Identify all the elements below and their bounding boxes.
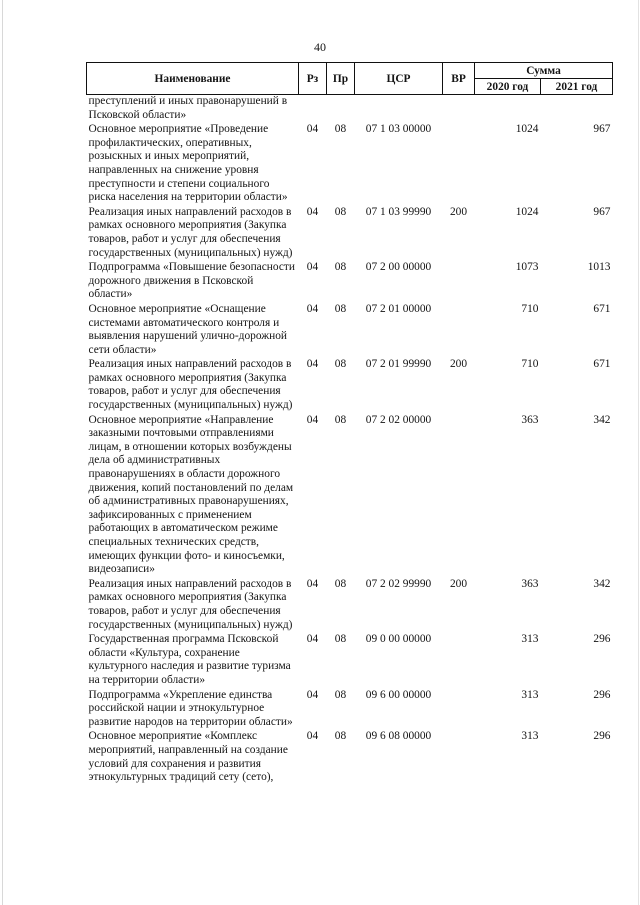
row-name: Основное мероприятие «Оснащение системами автоматического контроля и выявления нарушений улично-дорожной сети области» <box>88 302 288 356</box>
row-pr: 08 <box>334 261 347 274</box>
row-pr: 08 <box>334 730 347 743</box>
header-rz: Рз <box>299 63 327 95</box>
row-2020: 313 <box>521 688 539 701</box>
row-csr: 07 1 03 00000 <box>365 123 432 136</box>
row-2020: 1024 <box>515 205 539 218</box>
row-rz: 04 <box>306 688 319 701</box>
row-csr: 07 2 02 99990 <box>365 577 432 590</box>
table-body <box>87 95 613 786</box>
table-row <box>87 414 613 578</box>
row-2021 <box>541 95 613 124</box>
row-2021: 671 <box>593 358 611 371</box>
row-2021: 296 <box>593 688 611 701</box>
row-csr: 09 6 08 00000 <box>365 730 432 743</box>
table-header <box>87 63 613 95</box>
header-pr: Пр <box>327 63 355 95</box>
row-2021: 967 <box>593 205 611 218</box>
row-vr <box>443 303 475 358</box>
row-vr <box>443 689 475 731</box>
row-rz: 04 <box>306 261 319 274</box>
row-rz: 04 <box>306 302 319 315</box>
row-name: Реализация иных направлений расходов в рамках основного мероприятия (Закупка товаров, работ и услуг для обеспечения государственных (муниципальных) нужд) <box>88 358 293 412</box>
header-2021: 2021 год <box>541 79 613 95</box>
row-rz <box>299 95 327 124</box>
row-vr <box>443 730 475 785</box>
page-number: 40 <box>314 40 326 54</box>
row-rz: 04 <box>306 358 319 371</box>
row-2021: 1013 <box>587 261 611 274</box>
header-csr: ЦСР <box>355 63 443 95</box>
header-name: Наименование <box>87 63 299 95</box>
row-pr: 08 <box>334 302 347 315</box>
row-name: Подпрограмма «Повышение безопасности дорожного движения в Псковской области» <box>88 261 295 301</box>
header-2020: 2020 год <box>475 79 541 95</box>
row-vr <box>443 414 475 578</box>
row-2020: 313 <box>521 730 539 743</box>
table-row <box>87 730 613 785</box>
row-pr: 08 <box>334 413 347 426</box>
row-vr: 200 <box>449 205 468 218</box>
row-name: Основное мероприятие «Направление заказными почтовыми отправлениями лицам, в отношении которых возбуждены дела об административных правонарушениях в области дорожного движения, копий постановлений по делам об административных правонарушениях, зафиксированных с применением работающих в автоматическом режиме специальных технических средств, имеющих функции фото- и киносъемки, видеозаписи» <box>88 413 294 576</box>
row-rz: 04 <box>306 123 319 136</box>
row-2021: 967 <box>593 123 611 136</box>
row-vr: 200 <box>449 358 468 371</box>
table-row <box>87 633 613 688</box>
row-name: Государственная программа Псковской области «Культура, сохранение культурного наследия и развитие туризма на территории области» <box>88 633 291 686</box>
table-row <box>87 303 613 358</box>
row-2020: 1024 <box>515 123 539 136</box>
table-row <box>87 95 613 124</box>
row-vr <box>443 95 475 124</box>
row-vr <box>443 123 475 206</box>
row-csr: 07 1 03 99990 <box>365 205 432 218</box>
row-csr: 09 0 00 00000 <box>365 633 432 646</box>
scan-edge-left <box>2 0 3 905</box>
header-sum: Сумма <box>475 63 613 79</box>
table-row <box>87 261 613 303</box>
row-2020: 363 <box>521 413 539 426</box>
row-2020: 363 <box>521 577 539 590</box>
row-rz: 04 <box>306 730 319 743</box>
row-pr: 08 <box>334 123 347 136</box>
row-rz: 04 <box>306 205 319 218</box>
row-vr: 200 <box>449 577 468 590</box>
row-name: Подпрограмма «Укрепление единства российской нации и этнокультурное развитие народов на территории области» <box>88 688 293 728</box>
row-name: Основное мероприятие «Комплекс мероприятий, направленный на создание условий для сохранения и развития этнокультурных традиций сету (сето), <box>88 730 288 784</box>
row-2020 <box>475 95 541 124</box>
row-rz: 04 <box>306 413 319 426</box>
row-rz: 04 <box>306 633 319 646</box>
row-2021: 342 <box>593 577 611 590</box>
row-csr: 09 6 00 00000 <box>365 688 432 701</box>
row-2020: 313 <box>521 633 539 646</box>
table-row <box>87 206 613 261</box>
row-name: Основное мероприятие «Проведение профилактических, оперативных, розыскных и иных мероприятий, направленных на снижение уровня преступности и степени социального риска населения на территории области» <box>88 123 288 204</box>
row-pr: 08 <box>334 688 347 701</box>
row-pr <box>327 95 355 124</box>
row-vr <box>443 633 475 688</box>
row-vr <box>443 261 475 303</box>
row-2021: 296 <box>593 730 611 743</box>
row-2021: 671 <box>593 302 611 315</box>
row-csr: 07 2 02 00000 <box>365 413 432 426</box>
row-pr: 08 <box>334 577 347 590</box>
row-csr: 07 2 00 00000 <box>365 261 432 274</box>
row-2020: 710 <box>521 358 539 371</box>
row-rz: 04 <box>306 577 319 590</box>
row-csr: 07 2 01 99990 <box>365 358 432 371</box>
table-row <box>87 123 613 206</box>
row-csr: 07 2 01 00000 <box>365 302 432 315</box>
row-2021: 342 <box>593 413 611 426</box>
table-row <box>87 578 613 633</box>
row-pr: 08 <box>334 205 347 218</box>
scan-edge-right <box>638 0 639 905</box>
row-name: Реализация иных направлений расходов в рамках основного мероприятия (Закупка товаров, работ и услуг для обеспечения государственных (муниципальных) нужд) <box>88 205 293 259</box>
row-pr: 08 <box>334 358 347 371</box>
budget-table <box>86 62 613 786</box>
row-2021: 296 <box>593 633 611 646</box>
table-row <box>87 358 613 413</box>
row-pr: 08 <box>334 633 347 646</box>
header-vr: ВР <box>443 63 475 95</box>
row-2020: 1073 <box>515 261 539 274</box>
row-2020: 710 <box>521 302 539 315</box>
table-row <box>87 689 613 731</box>
row-name: Реализация иных направлений расходов в рамках основного мероприятия (Закупка товаров, работ и услуг для обеспечения государственных (муниципальных) нужд) <box>88 577 293 631</box>
row-csr <box>355 95 443 124</box>
row-name: преступлений и иных правонарушений в Псковской области» <box>88 95 288 121</box>
